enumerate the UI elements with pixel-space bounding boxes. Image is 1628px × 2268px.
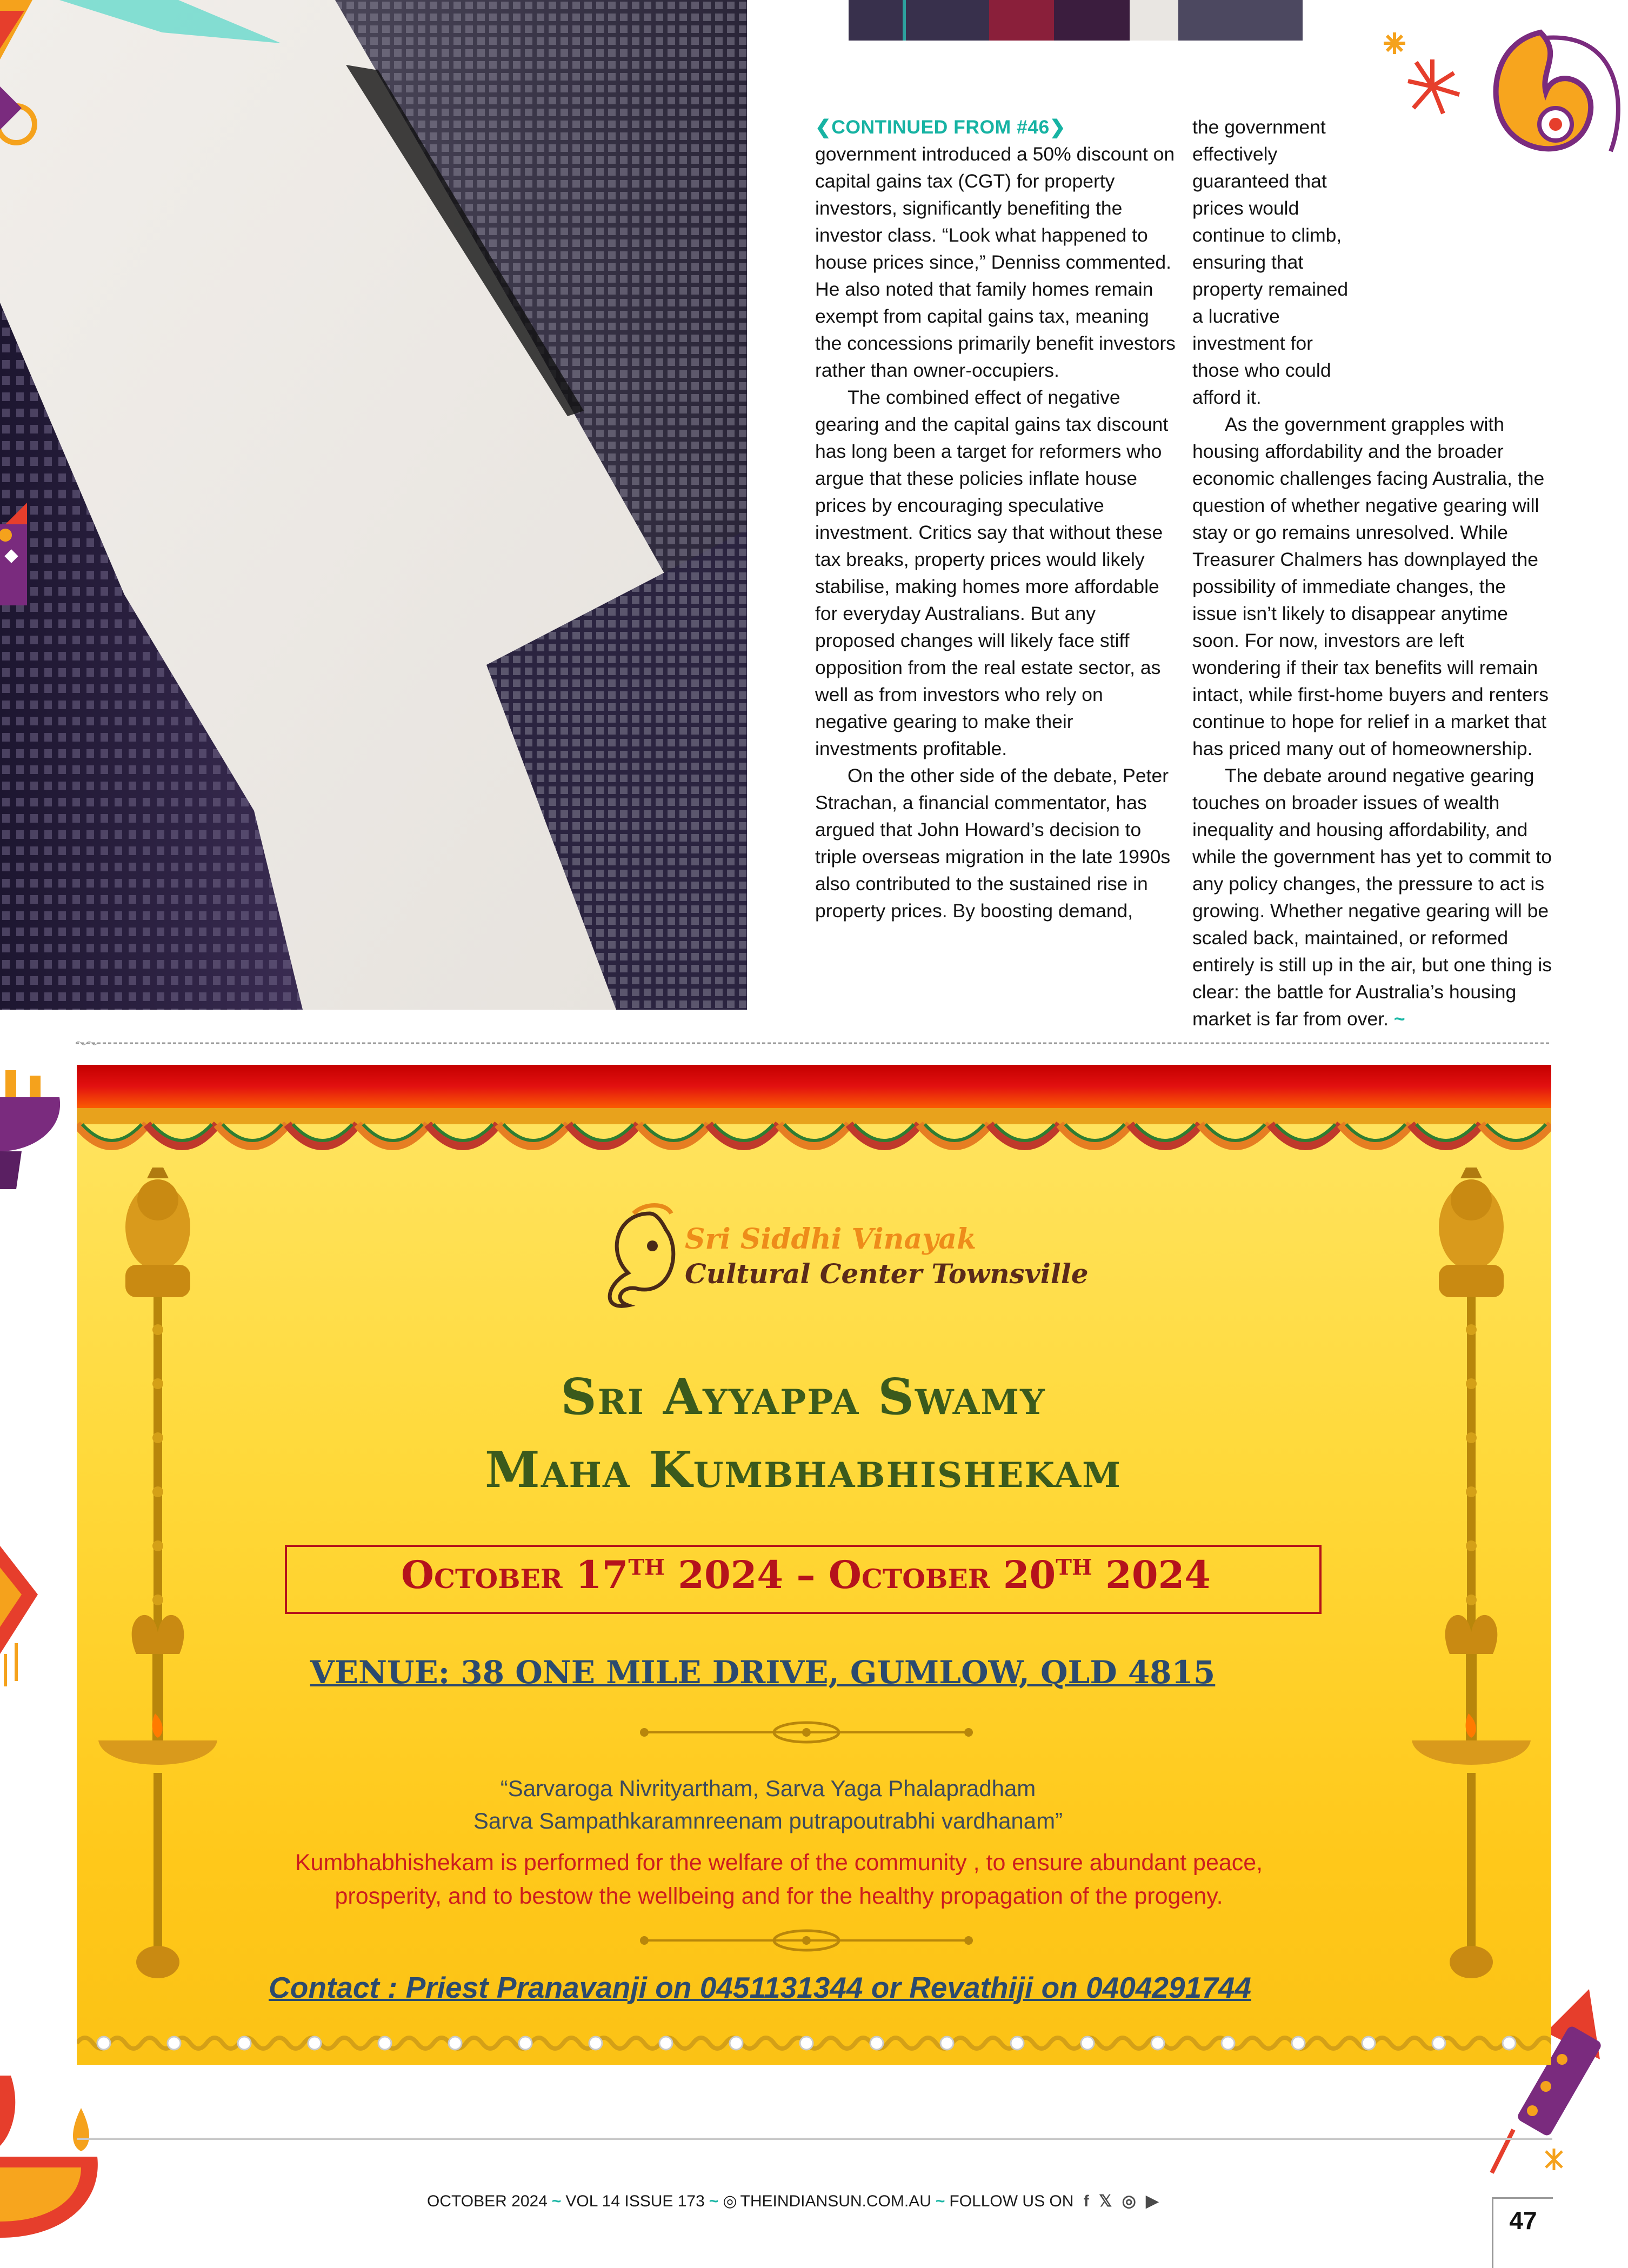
article-column-2 [1192, 114, 1554, 1032]
garland-flower [1081, 2037, 1094, 2050]
event-description-line-2: prosperity, and to bestow the wellbeing and for the healthy propagation of the progeny. [335, 1883, 1223, 1909]
event-advertisement [77, 1065, 1551, 2065]
page-footer [427, 2192, 1158, 2211]
article-column-1 [815, 114, 1177, 924]
event-venue: VENUE: 38 ONE MILE DRIVE, GUMLOW, QLD 4815 [310, 1654, 1216, 1691]
garland-flower [449, 2037, 462, 2050]
footer-rule [77, 2138, 1552, 2140]
globe-icon: ◎ [723, 2192, 737, 2210]
event-title-line-2: Maha Kumbhabhishekam [485, 1440, 1122, 1499]
footer-separator-icon: ~ [709, 2192, 719, 2210]
garland-flower [519, 2037, 532, 2050]
footer-volume: VOL 14 ISSUE 173 [565, 2192, 705, 2210]
article-paragraph: The combined effect of negative gearing and the capital gains tax discount has long been a target for reformers who argue that these policies inflate house prices by encouraging speculative investment. Critics say that without these tax breaks, property prices would likely stabilise, making homes more affordable for everyday Australians. But any proposed changes will likely face stiff opposition from the real estate sector, as well as from investors who rely on negative gearing to make their investments profitable. [815, 386, 1169, 759]
logo-line-2: Cultural Center Townsville [685, 1258, 1089, 1290]
x-icon[interactable]: 𝕏 [1099, 2192, 1112, 2210]
mantra-line-1: “Sarvaroga Nivrityartham, Sarva Yaga Phalapradham [500, 1776, 1036, 1801]
article-paragraph-text: The debate around negative gearing touches on broader issues of wealth inequality and housing affordability, and while the government has yet to commit to any policy changes, the pressure to act is growing. Whether negative gearing will be scaled back, maintained, or reformed entirely is still up in the air, but one thing is clear: the battle for Australia’s housing market is far from over. [1192, 765, 1552, 1030]
garland-flower [589, 2037, 602, 2050]
instagram-icon[interactable]: ◎ [1122, 2192, 1136, 2210]
footer-issue-date: OCTOBER 2024 [427, 2192, 548, 2210]
end-mark-icon: ~ [1393, 1008, 1405, 1030]
ganesha-logo-icon [596, 1203, 688, 1316]
garland-flower [800, 2037, 813, 2050]
garland-flower [870, 2037, 883, 2050]
footer-separator-icon: ~ [551, 2192, 562, 2210]
marigold-garland-top [77, 1108, 1551, 1173]
lantern-ornament-left [0, 503, 32, 627]
garland-flower [1292, 2037, 1305, 2050]
footer-follow-label: FOLLOW US ON [949, 2192, 1074, 2210]
youtube-icon[interactable]: ▶ [1146, 2192, 1159, 2210]
garland-flower [1503, 2037, 1516, 2050]
article-paragraph: government introduced a 50% discount on capital gains tax (CGT) for property investors, significantly benefiting the investor class. “Look what happened to house prices since,” Denniss commented. He also noted that family homes remain exempt from capital gains tax, meaning the concessions primarily benefit investors rather than owner-occupiers. [815, 143, 1176, 381]
footer-separator-icon: ~ [935, 2192, 945, 2210]
diya-ornament-bottom-left [0, 2076, 108, 2266]
facebook-icon[interactable]: f [1083, 2192, 1089, 2210]
footer-website-link[interactable]: THEINDIANSUN.COM.AU [740, 2192, 931, 2210]
photo-strip-top [849, 0, 1303, 41]
event-dates: October 17TH 2024 – October 20TH 2024 [401, 1552, 1211, 1597]
section-divider [76, 1040, 1551, 1046]
garland-flower [1011, 2037, 1024, 2050]
garland-flower [308, 2037, 321, 2050]
logo-line-1: Sri Siddhi Vinayak [685, 1223, 977, 1256]
garland-flower [1362, 2037, 1375, 2050]
mantra-line-2: Sarva Sampathkaramnreenam putrapoutrabhi vardhanam” [473, 1808, 1063, 1833]
garland-flower [730, 2037, 743, 2050]
garland-flower [168, 2037, 181, 2050]
lantern-ornament-left-2 [0, 1513, 49, 1686]
garland-flower [378, 2037, 391, 2050]
garland-flower [659, 2037, 672, 2050]
article-paragraph: On the other side of the debate, Peter Strachan, a financial commentator, has argued that John Howard’s decision to triple overseas migration in the late 1990s also contributed to the sustained rise in property prices. By boosting demand, [815, 765, 1171, 922]
page-number: 47 [1492, 2197, 1553, 2268]
corner-ornament-top-left [0, 0, 49, 168]
ad-top-band [77, 1065, 1551, 1112]
article-paragraph: the government effectively guaranteed that prices would continue to climb, ensuring that property remained a lucrative investment for those who could afford it. [1192, 116, 1349, 408]
article-paragraph: As the government grapples with housing affordability and the broader economic challenges facing Australia, the question of whether negative gearing will stay or go remains unresolved. While Treasurer Chalmers has downplayed the possibility of immediate changes, the issue isn’t likely to disappear anytime soon. For now, investors are left wondering if their tax benefits will remain intact, while first-home buyers and renters continue to hope for relief in a market that has priced many out of homeownership. [1192, 413, 1549, 759]
continued-from-label: ❮CONTINUED FROM #46❯ [815, 116, 1066, 138]
garland-flower [97, 2037, 110, 2050]
article-paragraph [1192, 762, 1554, 1032]
garland-flower [1222, 2037, 1235, 2050]
event-contact: Contact : Priest Pranavanji on 0451131344 or Revathiji on 0404291744 [269, 1971, 1251, 2004]
diya-ornament-left [0, 1049, 70, 1211]
garland-flower [1151, 2037, 1164, 2050]
garland-flower [1432, 2037, 1445, 2050]
skyscraper-photo [0, 0, 747, 1010]
ornamental-divider [633, 1719, 979, 1746]
ornamental-divider [633, 1927, 979, 1954]
garland-bottom [77, 2022, 1551, 2065]
garland-flower [238, 2037, 251, 2050]
garland-flower [940, 2037, 953, 2050]
event-description-line-1: Kumbhabhishekam is performed for the welfare of the community , to ensure abundant peace, [295, 1850, 1263, 1876]
event-title-line-1: Sri Ayyappa Swamy [561, 1368, 1046, 1426]
